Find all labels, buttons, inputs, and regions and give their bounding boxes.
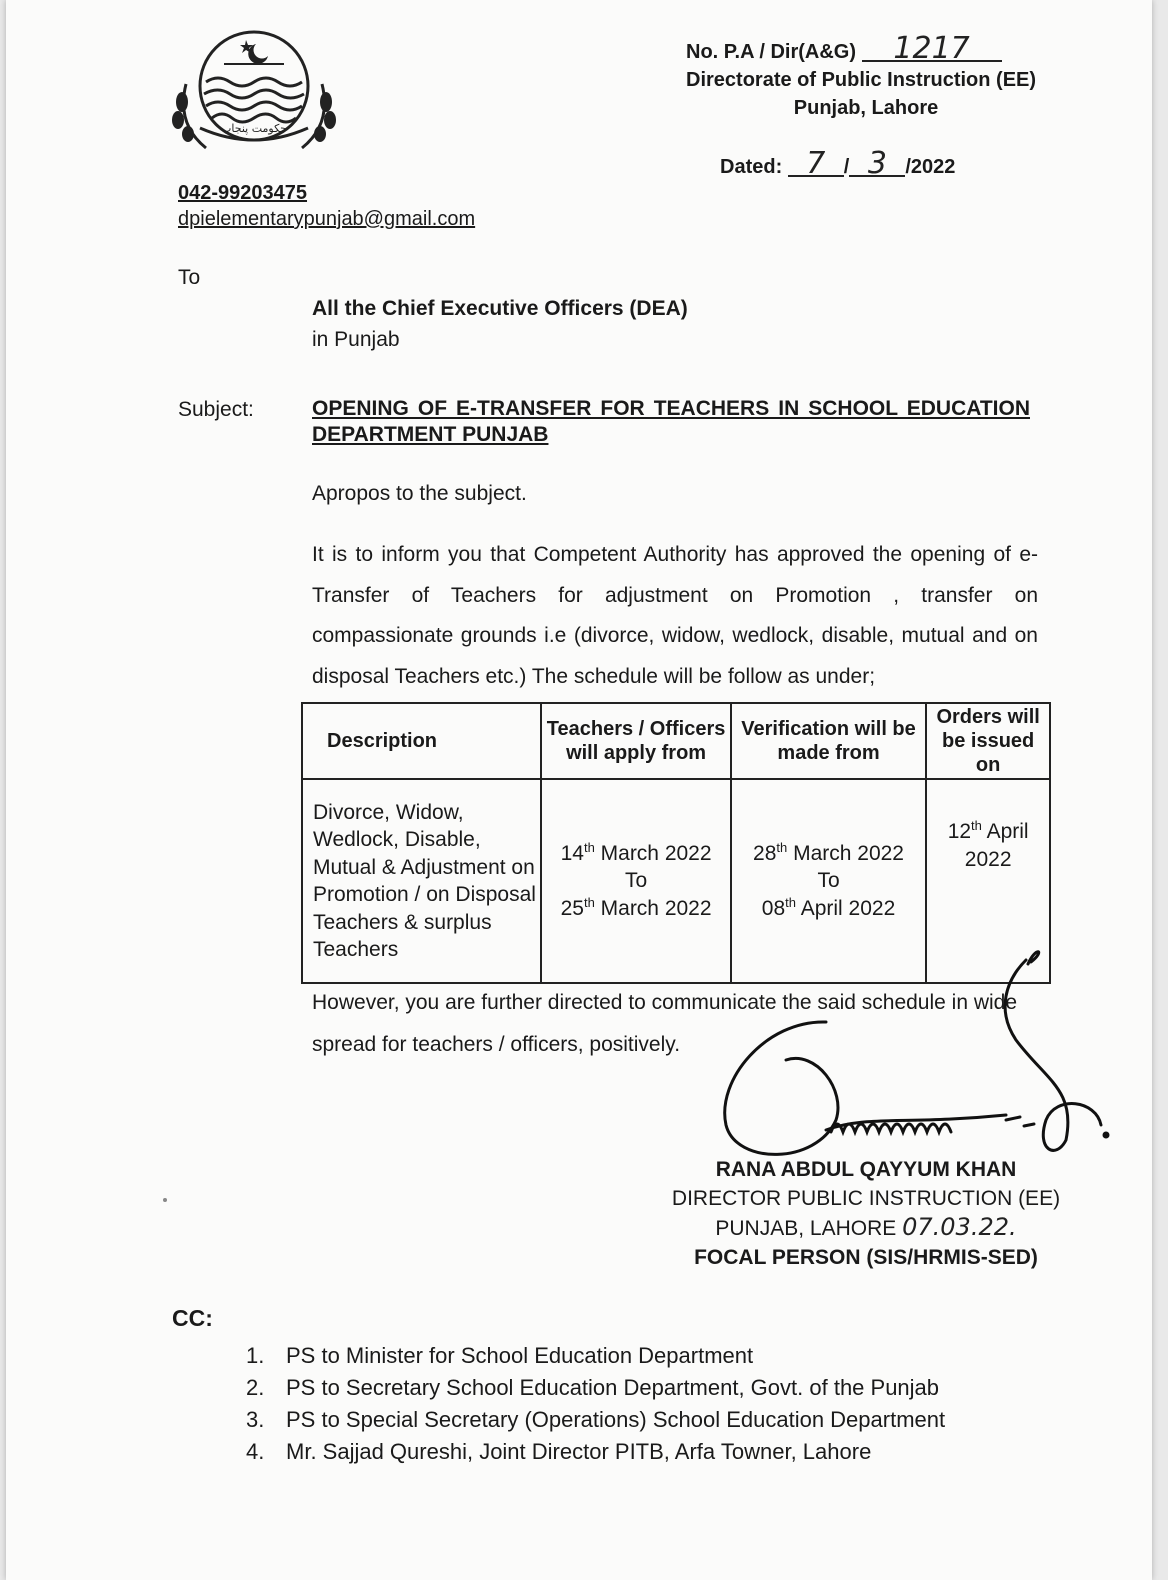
addressee-location: in Punjab xyxy=(312,328,400,351)
header-verification: Verification will be made from xyxy=(731,703,927,779)
cell-apply: 14th March 2022 To 25th March 2022 xyxy=(541,779,730,983)
dated-line: Dated: 7 / 3 /2022 xyxy=(720,146,956,181)
subject-text: OPENING OF E-TRANSFER FOR TEACHERS IN SCHOOL EDUCATION DEPARTMENT PUNJAB xyxy=(312,397,1030,446)
signatory-role: FOCAL PERSON (SIS/HRMIS-SED) xyxy=(694,1246,1038,1269)
dated-label: Dated: xyxy=(720,156,783,178)
reference-number-line xyxy=(686,31,1066,66)
dated-year: /2022 xyxy=(905,156,956,178)
addressee-name: All the Chief Executive Officers (DEA) xyxy=(312,297,688,320)
cc-item: 1. PS to Minister for School Education Department xyxy=(246,1343,754,1368)
cc-item: 4. Mr. Sajjad Qureshi, Joint Director PITB, Arfa Towner, Lahore xyxy=(246,1439,872,1464)
header-apply: Teachers / Officers will apply from xyxy=(541,703,730,779)
signatory-designation: DIRECTOR PUBLIC INSTRUCTION (EE) xyxy=(671,1187,1061,1210)
addressee-block xyxy=(312,293,688,355)
cc-list xyxy=(246,1340,945,1468)
punjab-government-emblem xyxy=(166,24,342,164)
signatory-name: RANA ABDUL QAYYUM KHAN xyxy=(715,1158,1017,1181)
header-description: Description xyxy=(302,703,541,779)
email-address: dpielementarypunjab@gmail.com xyxy=(178,208,476,230)
cc-label: CC: xyxy=(172,1305,213,1331)
handwritten-date: 07.03.22. xyxy=(902,1213,1017,1241)
signatory-block xyxy=(646,1155,1086,1272)
contact-block xyxy=(178,180,475,232)
subject-label: Subject: xyxy=(178,398,254,421)
phone-number: 042-99203475 xyxy=(178,182,308,204)
reference-block xyxy=(686,31,1066,122)
reference-number: 1217 xyxy=(862,38,1002,62)
signatory-location: PUNJAB, LAHORE 07.03.22. xyxy=(715,1213,1017,1241)
schedule-table xyxy=(301,702,1051,984)
to-label: To xyxy=(178,266,201,289)
closing-paragraph: However, you are further directed to communicate the said schedule in wide spread for teachers / officers, positively. xyxy=(312,991,1018,1056)
cc-item: 2. PS to Secretary School Education Department, Govt. of the Punjab xyxy=(246,1375,940,1400)
cell-orders: 12th April 2022 xyxy=(926,779,1050,983)
schedule-header-row xyxy=(302,703,1050,779)
main-paragraph: It is to inform you that Competent Authority has approved the opening of e-Transfer of Teachers for adjustment on Promotion , transfer on compassionate grounds i.e (divorce, widow, wedlock, disable, mutual and on disposal Teachers etc.) The schedule will be follow as under; xyxy=(312,543,1038,688)
cell-verification: 28th March 2022 To 08th April 2022 xyxy=(731,779,927,983)
dated-month: 3 xyxy=(849,153,905,177)
emblem-text: حکومت پنجاب xyxy=(221,122,287,135)
office-location: Punjab, Lahore xyxy=(793,97,939,119)
cell-description: Divorce, Widow, Wedlock, Disable, Mutual & Adjustment on Promotion / on Disposal Teachers & surplus Teachers xyxy=(302,779,541,983)
document-page xyxy=(6,0,1152,1580)
dated-day: 7 xyxy=(788,153,844,177)
opening-line: Apropos to the subject. xyxy=(312,482,527,505)
paper-speck xyxy=(163,1198,167,1202)
header-orders: Orders will be issued on xyxy=(926,703,1050,779)
reference-label: No. P.A / Dir(A&G) xyxy=(686,41,857,63)
office-name: Directorate of Public Instruction (EE) xyxy=(686,69,1037,91)
cc-item: 3. PS to Special Secretary (Operations) School Education Department xyxy=(246,1407,946,1432)
